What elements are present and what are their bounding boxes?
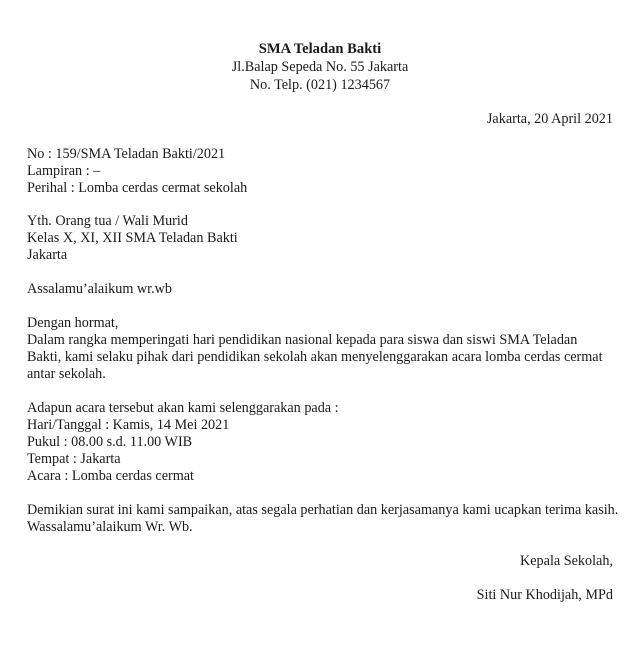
- school-name: SMA Teladan Bakti: [258, 41, 382, 57]
- signature-name: Siti Nur Khodijah, MPd: [476, 587, 613, 603]
- letter-number: No : 159/SMA Teladan Bakti/2021: [27, 146, 226, 162]
- letter-date: Jakarta, 20 April 2021: [486, 111, 613, 127]
- letter-subject: Perihal : Lomba cerdas cermat sekolah: [27, 180, 248, 196]
- closing-line-2: Wassalamu’alaikum Wr. Wb.: [27, 519, 193, 535]
- opening: Dengan hormat,: [27, 315, 119, 331]
- event-intro: Adapun acara tersebut akan kami selenggarakan pada :: [27, 400, 339, 416]
- signature-title: Kepala Sekolah,: [520, 553, 613, 569]
- greeting: Assalamu’alaikum wr.wb: [27, 281, 172, 297]
- recipient-line-1: Yth. Orang tua / Wali Murid: [27, 213, 188, 229]
- event-agenda: Acara : Lomba cerdas cermat: [27, 468, 195, 484]
- school-phone: No. Telp. (021) 1234567: [249, 77, 391, 93]
- body-line-1: Dalam rangka memperingati hari pendidikan nasional kepada para siswa dan siswi SMA Teladan: [27, 332, 578, 348]
- event-place: Tempat : Jakarta: [27, 451, 121, 467]
- recipient-line-3: Jakarta: [27, 247, 68, 263]
- school-address: Jl.Balap Sepeda No. 55 Jakarta: [231, 59, 409, 75]
- recipient-line-2: Kelas X, XI, XII SMA Teladan Bakti: [27, 230, 238, 246]
- body-line-3: antar sekolah.: [27, 366, 106, 382]
- event-time: Pukul : 08.00 s.d. 11.00 WIB: [27, 434, 193, 450]
- event-day-date: Hari/Tanggal : Kamis, 14 Mei 2021: [27, 417, 230, 433]
- body-line-2: Bakti, kami selaku pihak dari pendidikan sekolah akan menyelenggarakan acara lomba cerdas cermat: [27, 349, 603, 365]
- closing-line-1: Demikian surat ini kami sampaikan, atas segala perhatian dan kerjasamanya kami ucapkan terima kasih.: [27, 502, 619, 518]
- letter-attachment: Lampiran : –: [27, 163, 101, 179]
